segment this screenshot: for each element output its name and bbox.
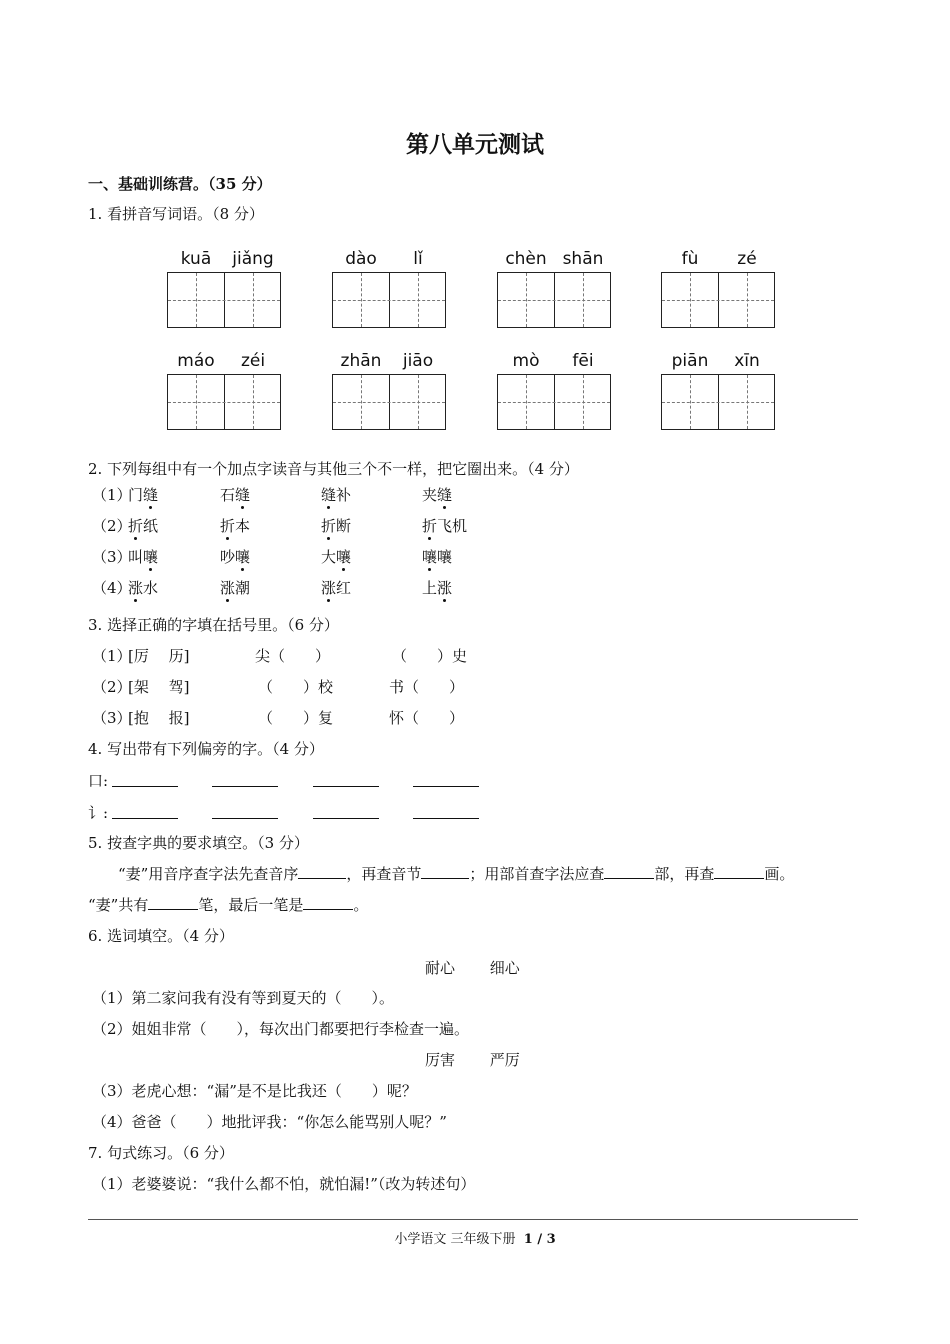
q6-item-3[interactable]: （3）老虎心想：“漏”是不是比我还（ ）呢？ bbox=[92, 1082, 417, 1100]
char: 红 bbox=[336, 579, 352, 597]
answer-blank[interactable] bbox=[303, 895, 353, 910]
q5-line-2 bbox=[88, 894, 368, 915]
char: 大 bbox=[321, 548, 337, 566]
text: ，再查音节 bbox=[346, 865, 422, 883]
char: 断 bbox=[336, 517, 352, 535]
dotted-char: 涨 bbox=[321, 579, 337, 597]
pinyin: jiǎng bbox=[232, 249, 274, 269]
answer-blank[interactable] bbox=[212, 772, 278, 787]
text: “妻”共有 bbox=[88, 896, 149, 914]
answer-blank[interactable] bbox=[421, 864, 469, 879]
answer-blank[interactable] bbox=[413, 772, 479, 787]
radical-kou: 口: bbox=[88, 772, 109, 790]
answer-blank[interactable] bbox=[298, 864, 346, 879]
question-6-label: 6. 选词填空。（4 分） bbox=[88, 927, 234, 945]
page-title: 第八单元测试 bbox=[406, 131, 544, 158]
q2-word[interactable] bbox=[128, 577, 158, 598]
q2-row-num: （1） bbox=[92, 486, 132, 504]
answer-blank[interactable] bbox=[413, 804, 479, 819]
writing-box[interactable] bbox=[661, 272, 775, 328]
pinyin: zéi bbox=[240, 351, 266, 371]
answer-blank[interactable] bbox=[212, 804, 278, 819]
text: 笔，最后一笔是 bbox=[198, 896, 304, 914]
question-1-label: 1. 看拼音写词语。（8 分） bbox=[88, 205, 264, 223]
dotted-char: 折 bbox=[422, 517, 438, 535]
word-choices-2: 厉害 严厉 bbox=[425, 1051, 520, 1069]
q3-options: [架 驾] bbox=[128, 678, 190, 696]
text: 画。 bbox=[764, 865, 795, 883]
q2-word[interactable] bbox=[422, 515, 467, 536]
q2-word[interactable] bbox=[321, 546, 351, 567]
char: 纸 bbox=[143, 517, 159, 535]
dotted-char: 嚷 bbox=[336, 548, 352, 566]
pinyin: kuā bbox=[180, 249, 212, 269]
answer-blank[interactable] bbox=[112, 772, 178, 787]
dotted-char: 缝 bbox=[235, 486, 251, 504]
writing-box[interactable] bbox=[167, 272, 281, 328]
q2-word[interactable] bbox=[220, 484, 250, 505]
radical-yan: 讠: bbox=[88, 804, 109, 822]
q2-word[interactable] bbox=[321, 484, 351, 505]
q2-row-num: （2） bbox=[92, 517, 132, 535]
writing-box[interactable] bbox=[497, 272, 611, 328]
q3-row-num: （3） bbox=[92, 709, 132, 727]
answer-blank[interactable] bbox=[604, 864, 654, 879]
question-5-label: 5. 按查字典的要求填空。（3 分） bbox=[88, 834, 309, 852]
char: 石 bbox=[220, 486, 236, 504]
char: 嚷 bbox=[437, 548, 453, 566]
pinyin: zhān bbox=[340, 351, 382, 371]
q2-word[interactable] bbox=[220, 577, 250, 598]
q2-word[interactable] bbox=[128, 515, 158, 536]
question-4-label: 4. 写出带有下列偏旁的字。（4 分） bbox=[88, 740, 324, 758]
q2-word[interactable] bbox=[321, 577, 351, 598]
word-choices-1: 耐心 细心 bbox=[425, 959, 520, 977]
pinyin: fēi bbox=[572, 351, 594, 371]
answer-blank[interactable] bbox=[313, 772, 379, 787]
q3-row-num: （2） bbox=[92, 678, 132, 696]
q3-blank-a[interactable]: （ ）复 bbox=[258, 709, 334, 727]
pinyin: dào bbox=[345, 249, 377, 269]
q2-row-num: （3） bbox=[92, 548, 132, 566]
writing-box[interactable] bbox=[332, 374, 446, 430]
section-heading-1: 一、基础训练营。（35 分） bbox=[88, 175, 272, 193]
char: 潮 bbox=[235, 579, 251, 597]
page-number: 1 / 3 bbox=[523, 1232, 556, 1247]
char: 门 bbox=[128, 486, 144, 504]
text: 部，再查 bbox=[654, 865, 715, 883]
answer-blank[interactable] bbox=[148, 895, 198, 910]
answer-blank[interactable] bbox=[714, 864, 764, 879]
q7-item-1: （1）老婆婆说：“我什么都不怕，就怕漏!”（改为转述句） bbox=[92, 1175, 476, 1193]
q6-item-4[interactable]: （4）爸爸（ ）地批评我：“你怎么能骂别人呢？” bbox=[92, 1113, 447, 1131]
dotted-char: 嚷 bbox=[235, 548, 251, 566]
pinyin: jiāo bbox=[402, 351, 434, 371]
q3-blank-a[interactable]: （ ）校 bbox=[258, 678, 334, 696]
question-7-label: 7. 句式练习。（6 分） bbox=[88, 1144, 234, 1162]
q6-item-1[interactable]: （1）第二家问我有没有等到夏天的（ ）。 bbox=[92, 989, 395, 1007]
text: ；用部首查字法应查 bbox=[469, 865, 605, 883]
q2-word[interactable] bbox=[128, 546, 158, 567]
char: 水 bbox=[143, 579, 159, 597]
pinyin: chèn bbox=[505, 249, 547, 269]
dotted-char: 涨 bbox=[220, 579, 236, 597]
pinyin: mò bbox=[512, 351, 540, 371]
writing-box[interactable] bbox=[497, 374, 611, 430]
q2-word[interactable] bbox=[220, 515, 250, 536]
dotted-char: 嚷 bbox=[422, 548, 438, 566]
q2-word[interactable] bbox=[321, 515, 351, 536]
char: 飞机 bbox=[437, 517, 468, 535]
q2-word[interactable] bbox=[128, 484, 158, 505]
q3-options: [抱 报] bbox=[128, 709, 190, 727]
dotted-char: 嚷 bbox=[143, 548, 159, 566]
q2-word[interactable] bbox=[422, 484, 452, 505]
q6-item-2[interactable]: （2）姐姐非常（ ），每次出门都要把行李检查一遍。 bbox=[92, 1020, 470, 1038]
dotted-char: 折 bbox=[128, 517, 144, 535]
char: 夹 bbox=[422, 486, 438, 504]
dotted-char: 缝 bbox=[143, 486, 159, 504]
pinyin: lǐ bbox=[413, 249, 423, 269]
answer-blank[interactable] bbox=[112, 804, 178, 819]
q2-word[interactable] bbox=[422, 546, 452, 567]
q3-blank-a[interactable]: 尖（ ） bbox=[255, 647, 331, 665]
question-2-label: 2. 下列每组中有一个加点字读音与其他三个不一样，把它圈出来。（4 分） bbox=[88, 460, 579, 478]
pinyin: shān bbox=[562, 249, 604, 269]
pinyin: xīn bbox=[734, 351, 760, 371]
char: 上 bbox=[422, 579, 438, 597]
footer-divider bbox=[88, 1219, 858, 1220]
dotted-char: 折 bbox=[220, 517, 236, 535]
text: 。 bbox=[353, 896, 369, 914]
text: “妻”用音序查字法先查音序 bbox=[118, 865, 299, 883]
q3-blank-b[interactable]: 书（ ） bbox=[389, 678, 465, 696]
writing-box[interactable] bbox=[332, 272, 446, 328]
answer-blank[interactable] bbox=[313, 804, 379, 819]
q3-blank-b[interactable]: （ ）史 bbox=[392, 647, 468, 665]
q2-word[interactable] bbox=[220, 546, 250, 567]
q3-row-num: （1） bbox=[92, 647, 132, 665]
pinyin: piān bbox=[671, 351, 709, 371]
writing-box[interactable] bbox=[661, 374, 775, 430]
char: 补 bbox=[336, 486, 352, 504]
pinyin: zé bbox=[737, 249, 757, 269]
pinyin: fù bbox=[681, 249, 699, 269]
char: 叫 bbox=[128, 548, 144, 566]
page-footer bbox=[0, 1228, 950, 1247]
dotted-char: 缝 bbox=[321, 486, 337, 504]
dotted-char: 折 bbox=[321, 517, 337, 535]
q5-line-1 bbox=[118, 863, 794, 884]
q3-blank-b[interactable]: 怀（ ） bbox=[389, 709, 465, 727]
pinyin: máo bbox=[177, 351, 215, 371]
dotted-char: 涨 bbox=[437, 579, 453, 597]
writing-box[interactable] bbox=[167, 374, 281, 430]
q2-row-num: （4） bbox=[92, 579, 132, 597]
q2-word[interactable] bbox=[422, 577, 452, 598]
dotted-char: 涨 bbox=[128, 579, 144, 597]
question-3-label: 3. 选择正确的字填在括号里。（6 分） bbox=[88, 616, 339, 634]
footer-subject: 小学语文 三年级下册 bbox=[394, 1232, 516, 1247]
dotted-char: 缝 bbox=[437, 486, 453, 504]
q3-options: [厉 历] bbox=[128, 647, 190, 665]
char: 本 bbox=[235, 517, 251, 535]
char: 吵 bbox=[220, 548, 236, 566]
